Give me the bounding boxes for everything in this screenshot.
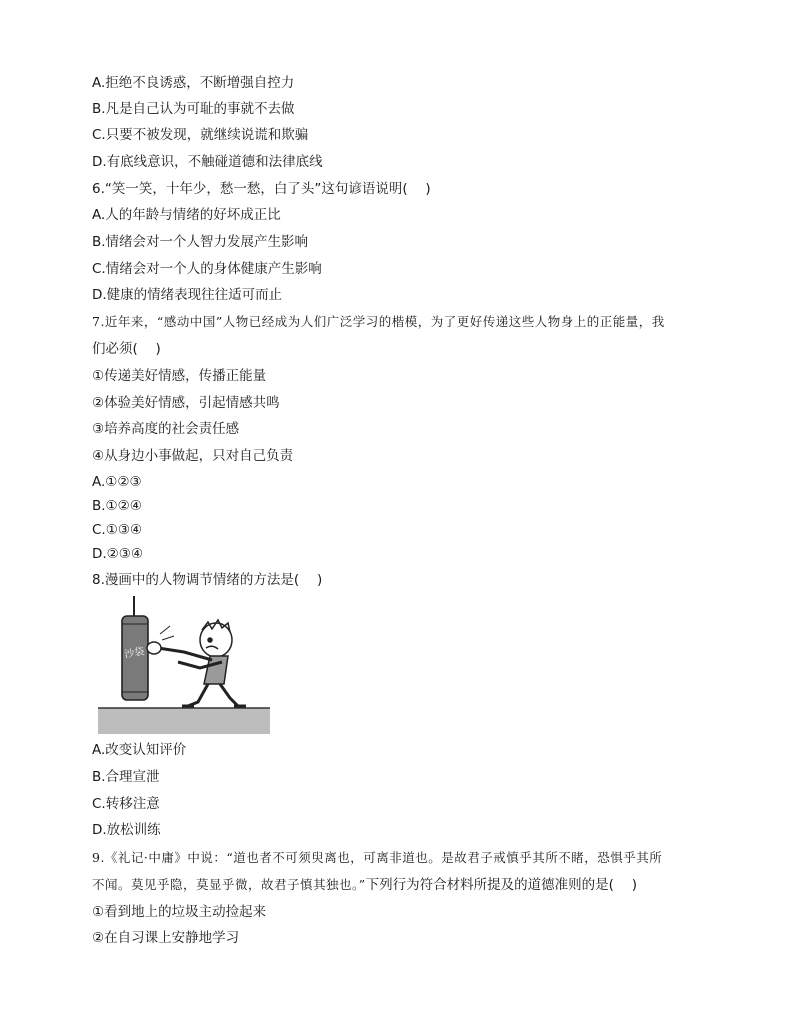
q7-option-a: A.①②③: [92, 474, 142, 490]
punching-bag-cartoon: [98, 596, 270, 734]
q7-option-c: C.①③④: [92, 522, 143, 538]
q5-option-c: C.只要不被发现，就继续说谎和欺骗: [92, 127, 309, 143]
q6-option-c: C.情绪会对一个人的身体健康产生影响: [92, 261, 322, 277]
q7-option-b: B.①②④: [92, 498, 142, 514]
q9-stem-line2: [92, 876, 637, 894]
q8-option-d: D.放松训练: [92, 822, 161, 838]
q5-option-a: A.拒绝不良诱惑，不断增强自控力: [92, 75, 295, 91]
q9-item-1: ①看到地上的垃圾主动捡起来: [92, 904, 267, 920]
q7-stem-line1: 7.近年来，“感动中国”人物已经成为人们广泛学习的楷模，为了更好传递这些人物身上的正能量，我: [92, 314, 665, 329]
q7-option-d: D.②③④: [92, 546, 143, 562]
q8-option-c: C.转移注意: [92, 796, 160, 812]
q9-item-2: ②在自习课上安静地学习: [92, 930, 240, 946]
q9-stem-line1: 9.《礼记·中庸》中说：“道也者不可须臾离也，可离非道也。是故君子戒慎乎其所不睹，恐惧乎其所: [92, 850, 663, 865]
q8-option-b: B.合理宣泄: [92, 769, 160, 785]
cartoon-floor: [98, 708, 270, 734]
q6-option-a: A.人的年龄与情绪的好坏成正比: [92, 207, 281, 223]
q5-option-d: D.有底线意识，不触碰道德和法律底线: [92, 154, 323, 170]
q6-option-b: B.情绪会对一个人智力发展产生影响: [92, 234, 309, 250]
q7-item-3: ③培养高度的社会责任感: [92, 421, 240, 437]
q6-stem: 6.“笑一笑，十年少，愁一愁，白了头”这句谚语说明( ): [92, 181, 431, 197]
q7-item-1: ①传递美好情感，传播正能量: [92, 368, 267, 384]
q9-stem-quote: 不闻。莫见乎隐，莫显乎微，故君子慎其独也。”: [92, 877, 366, 892]
q7-stem-line2: 们必须( ): [92, 341, 161, 357]
q8-option-a: A.改变认知评价: [92, 742, 187, 758]
q9-stem-tail: 下列行为符合材料所提及的道德准则的是( ): [365, 877, 637, 893]
punching-bag-label: 沙袋: [123, 646, 146, 661]
q8-stem: 8.漫画中的人物调节情绪的方法是( ): [92, 572, 323, 588]
q7-item-2: ②体验美好情感，引起情感共鸣: [92, 395, 280, 411]
q6-option-d: D.健康的情绪表现往往适可而止: [92, 287, 283, 303]
q5-option-b: B.凡是自己认为可耻的事就不去做: [92, 101, 295, 117]
q7-item-4: ④从身边小事做起，只对自己负责: [92, 448, 294, 464]
